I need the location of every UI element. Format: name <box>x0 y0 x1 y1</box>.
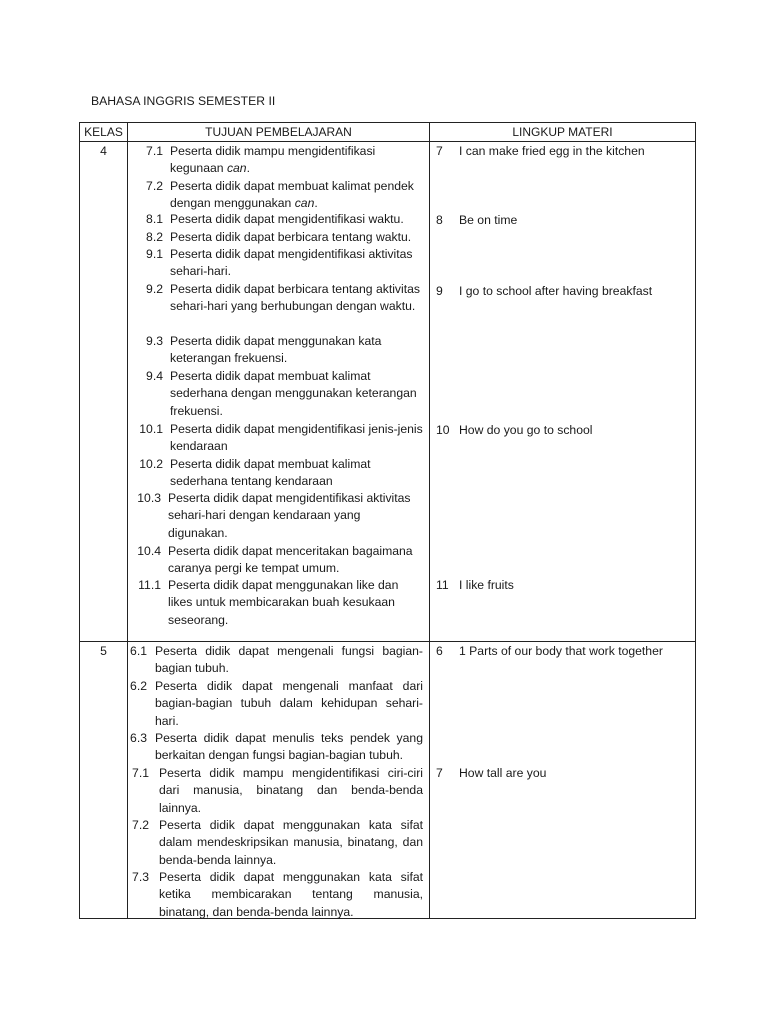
header-kelas: KELAS <box>80 123 128 142</box>
header-tujuan-pembelajaran: TUJUAN PEMBELAJARAN <box>128 123 430 142</box>
kelas-cell <box>80 642 128 919</box>
header-lingkup-materi: LINGKUP MATERI <box>430 123 696 142</box>
table-row <box>80 642 696 919</box>
kelas-cell <box>80 142 128 642</box>
objective-item: 10.4 Peserta didik dapat menceritakan bagaimana caranya pergi ke tempat umum. <box>137 544 413 576</box>
tujuan-cell <box>128 642 430 919</box>
objective-item: 7.2 Peserta didik dapat menggunakan kata sifat dalam mendeskripsikan manusia, binatang, dan benda-benda lainnya. <box>132 818 423 867</box>
objective-item: 9.1 Peserta didik dapat mengidentifikasi aktivitas sehari-hari. <box>146 247 413 279</box>
objective-item: 11.1 Peserta didik dapat menggunakan like dan likes untuk membicarakan buah kesukaan seseorang. <box>138 578 399 627</box>
table-header-row <box>80 123 696 142</box>
objective-item: 10.2 Peserta didik dapat membuat kalimat sederhana tentang kendaraan <box>139 457 371 489</box>
objective-item: 9.4 Peserta didik dapat membuat kalimat sederhana dengan menggunakan keterangan frekuensi. <box>146 369 417 418</box>
objective-item: 6.3 Peserta didik dapat menulis teks pendek yang berkaitan dengan fungsi bagian-bagian tubuh. <box>130 731 423 763</box>
materi-cell: 6 1 Parts of our body that work together 7 How tall are you <box>430 642 696 919</box>
objective-item: 10.3 Peserta didik dapat mengidentifikasi aktivitas sehari-hari dengan kendaraan yang digunakan. <box>137 491 411 540</box>
kelas-value: 4 <box>100 144 107 158</box>
objective-item: 9.2 Peserta didik dapat berbicara tentang aktivitas sehari-hari yang berhubungan dengan waktu. <box>146 282 420 314</box>
objective-item: 7.1 Peserta didik mampu mengidentifikasi kegunaan can. <box>146 144 376 176</box>
objective-item: 8.2 Peserta didik dapat berbicara tentang waktu. <box>146 230 412 244</box>
curriculum-table <box>79 122 696 919</box>
objective-item: 7.1 Peserta didik mampu mengidentifikasi ciri-ciri dari manusia, binatang dan benda-benda lainnya. <box>132 766 423 815</box>
objective-item: 8.1 Peserta didik dapat mengidentifikasi waktu. <box>146 212 404 226</box>
table-row <box>80 142 696 642</box>
page-title: BAHASA INGGRIS SEMESTER II <box>91 94 276 108</box>
objective-item: 10.1 Peserta didik dapat mengidentifikasi jenis-jenis kendaraan <box>139 422 423 454</box>
objective-item: 7.2 Peserta didik dapat membuat kalimat pendek dengan menggunakan can. <box>146 179 414 211</box>
objective-item: 7.3 Peserta didik dapat menggunakan kata sifat ketika membicarakan tentang manusia, binatang, dan benda-benda lainnya. <box>132 870 423 919</box>
tujuan-cell <box>128 142 430 642</box>
objective-item: 6.2 Peserta didik dapat mengenali manfaat dari bagian-bagian tubuh dalam kehidupan sehari-hari. <box>130 679 423 728</box>
kelas-value: 5 <box>100 644 107 658</box>
materi-cell: 7 I can make fried egg in the kitchen 8 Be on time 9 I go to school after having breakfast 10 How do you go to school 11 I like fruits <box>430 142 696 642</box>
objective-item: 9.3 Peserta didik dapat menggunakan kata keterangan frekuensi. <box>146 334 382 366</box>
objective-item: 6.1 Peserta didik dapat mengenali fungsi bagian-bagian tubuh. <box>130 644 423 676</box>
